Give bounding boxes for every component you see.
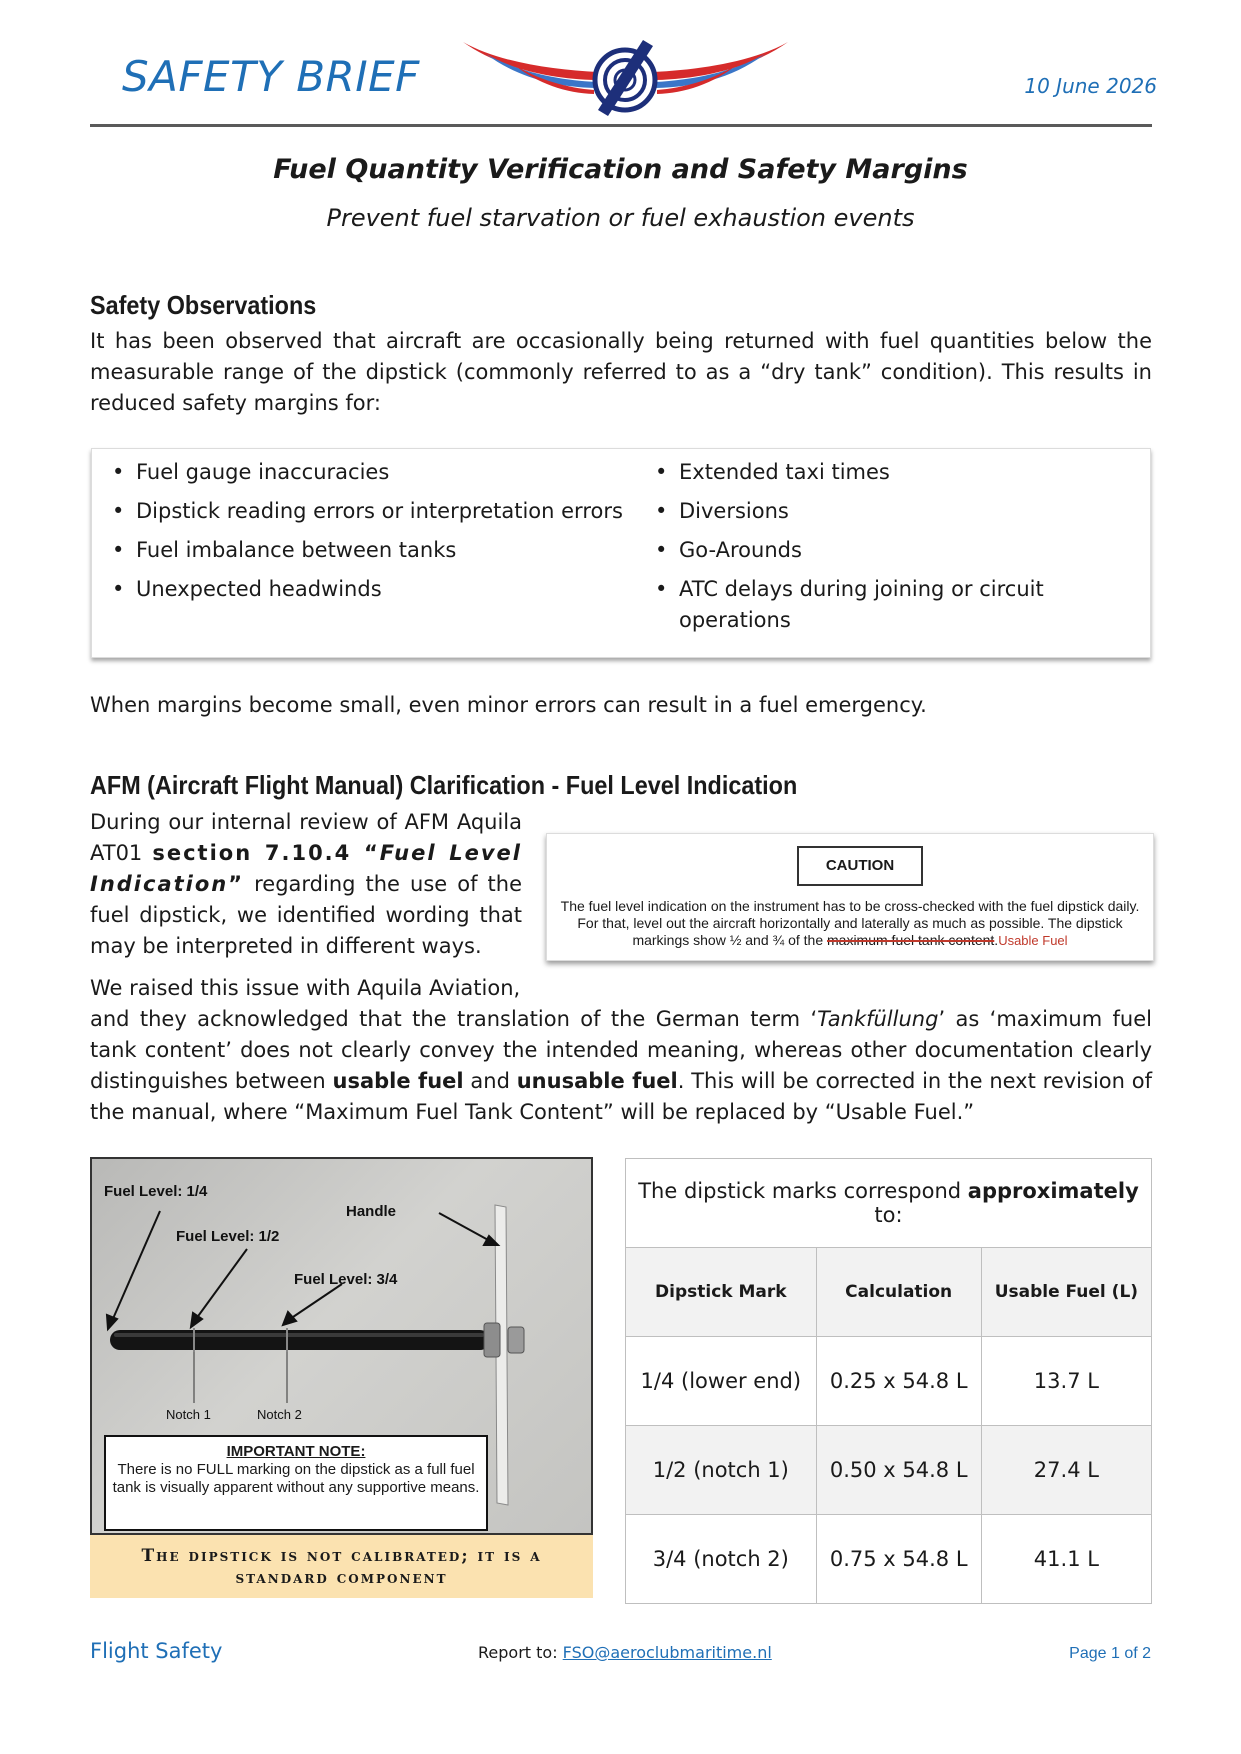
dipstick-photo (90, 1157, 593, 1535)
table-cell: 1/4 (lower end) (626, 1337, 817, 1426)
afm-p2-text: . This will be corrected in the next revision of the manual, where “Maximum Fuel Tank Content” will be replaced by “Usable Fuel.” (90, 1069, 1152, 1124)
caption-text: The dipstick marks correspond (638, 1179, 968, 1203)
afm-p2-text: and (463, 1069, 517, 1093)
table-cell: 3/4 (notch 2) (626, 1515, 817, 1604)
page-number: Page 1 of 2 (1069, 1645, 1151, 1662)
column-header: Usable Fuel (L) (981, 1248, 1151, 1337)
list-item: • Unexpected headwinds (104, 574, 644, 605)
table-cell: 13.7 L (981, 1337, 1151, 1426)
caption-text-end: to: (874, 1203, 903, 1227)
afm-section-title: Fuel Level Indication (90, 841, 522, 896)
table-cell: 1/2 (notch 1) (626, 1426, 817, 1515)
table-cell: 0.75 x 54.8 L (816, 1515, 981, 1604)
table-row (626, 1337, 1152, 1426)
observations-conclusion: When margins become small, even minor errors can result in a fuel emergency. (90, 693, 927, 717)
header-divider (90, 124, 1152, 127)
caution-label: CAUTION (797, 846, 923, 886)
column-header: Calculation (816, 1248, 981, 1337)
afm-p1-rest: regarding the use of the fuel dipstick, we identified wording that may be interpreted in different ways. (90, 872, 522, 958)
brief-title: SAFETY BRIEF (122, 52, 420, 101)
table-caption (626, 1159, 1152, 1248)
correction-annotation: Usable Fuel (998, 933, 1068, 948)
footer-flight-safety: Flight Safety (90, 1639, 223, 1663)
afm-section-quote: ” (228, 872, 245, 896)
list-item: • ATC delays during joining or circuit operations (647, 574, 1087, 636)
list-item: • Go-Arounds (647, 535, 1087, 566)
brief-date: 10 June 2026 (1024, 74, 1157, 98)
afm-paragraph-1 (90, 807, 522, 962)
german-term: Tankfüllung (817, 1007, 939, 1031)
afm-heading: AFM (Aircraft Flight Manual) Clarification - Fuel Level Indication (90, 770, 798, 800)
caution-text (555, 898, 1145, 949)
important-note (104, 1435, 488, 1531)
table-cell: 41.1 L (981, 1515, 1151, 1604)
table-cell: 27.4 L (981, 1426, 1151, 1515)
observations-heading: Safety Observations (90, 290, 317, 320)
document-title: Fuel Quantity Verification and Safety Margins (273, 154, 968, 185)
caution-excerpt (546, 833, 1154, 961)
struck-phrase: maximum fuel tank content (827, 932, 995, 948)
list-item: • Extended taxi times (647, 457, 1087, 488)
table-cell: 0.25 x 54.8 L (816, 1337, 981, 1426)
email-link[interactable]: FSO@aeroclubmaritime.nl (562, 1643, 772, 1662)
calibration-banner: The dipstick is not calibrated; it is a standard component (90, 1535, 593, 1598)
list-item: • Fuel imbalance between tanks (104, 535, 644, 566)
dipstick-fuel-table (625, 1158, 1152, 1604)
footer-report (478, 1643, 772, 1662)
risk-factors-right (647, 457, 1087, 644)
notch-1-label: Notch 1 (166, 1407, 211, 1422)
risk-factors-left (104, 457, 644, 613)
table-cell: 0.50 x 54.8 L (816, 1426, 981, 1515)
propeller-wings-logo (458, 32, 793, 118)
afm-p1-text: During our internal review of AFM Aquila AT01 (90, 810, 522, 865)
table-row (626, 1515, 1152, 1604)
afm-section-ref: section 7.10.4 “ (152, 841, 380, 865)
fuel-level-half-label: Fuel Level: 1/2 (176, 1228, 280, 1245)
fuel-level-three-quarter-label: Fuel Level: 3/4 (294, 1271, 398, 1288)
unusable-fuel-term: unusable fuel (516, 1069, 678, 1093)
caution-body: The fuel level indication on the instrument has to be cross-checked with the fuel dipstick daily. For that, level out the aircraft horizontally and laterally as much as possible. The dipstick markings show ½ and ¾ of the (560, 898, 1140, 948)
document-subtitle: Prevent fuel starvation or fuel exhaustion events (326, 204, 915, 232)
table-header-row (626, 1248, 1152, 1337)
list-item: • Diversions (647, 496, 1087, 527)
handle-label: Handle (346, 1203, 397, 1220)
table-row (626, 1426, 1152, 1515)
afm-paragraph-2 (90, 1004, 1152, 1128)
list-item: • Dipstick reading errors or interpretation errors (104, 496, 644, 527)
column-header: Dipstick Mark (626, 1248, 817, 1337)
caption-emphasis: approximately (967, 1179, 1139, 1203)
important-note-title: IMPORTANT NOTE: (226, 1443, 366, 1460)
table-caption-row (626, 1159, 1152, 1248)
notch-2-label: Notch 2 (257, 1407, 302, 1422)
report-label: Report to: (478, 1643, 563, 1662)
risk-factors-box (91, 448, 1151, 658)
afm-p2-text: ’ as ‘maximum fuel tank content’ does not clearly convey the intended meaning, whereas other documentation clearly distinguishes between (90, 1007, 1152, 1093)
list-item: • Fuel gauge inaccuracies (104, 457, 644, 488)
important-note-text: There is no FULL marking on the dipstick as a full fuel tank is visually apparent without any supportive means. (112, 1461, 480, 1496)
afm-p2-text: and they acknowledged that the translation of the German term ‘ (90, 1007, 818, 1031)
observations-intro: It has been observed that aircraft are occasionally being returned with fuel quantities below the measurable range of the dipstick (commonly referred to as a “dry tank” condition). This results in reduced safety margins for: (90, 329, 1152, 415)
caution-period: . (994, 932, 999, 948)
afm-paragraph-2-line1: We raised this issue with Aquila Aviation, (90, 976, 521, 1000)
fuel-level-quarter-label: Fuel Level: 1/4 (104, 1183, 208, 1200)
usable-fuel-term: usable fuel (332, 1069, 464, 1093)
